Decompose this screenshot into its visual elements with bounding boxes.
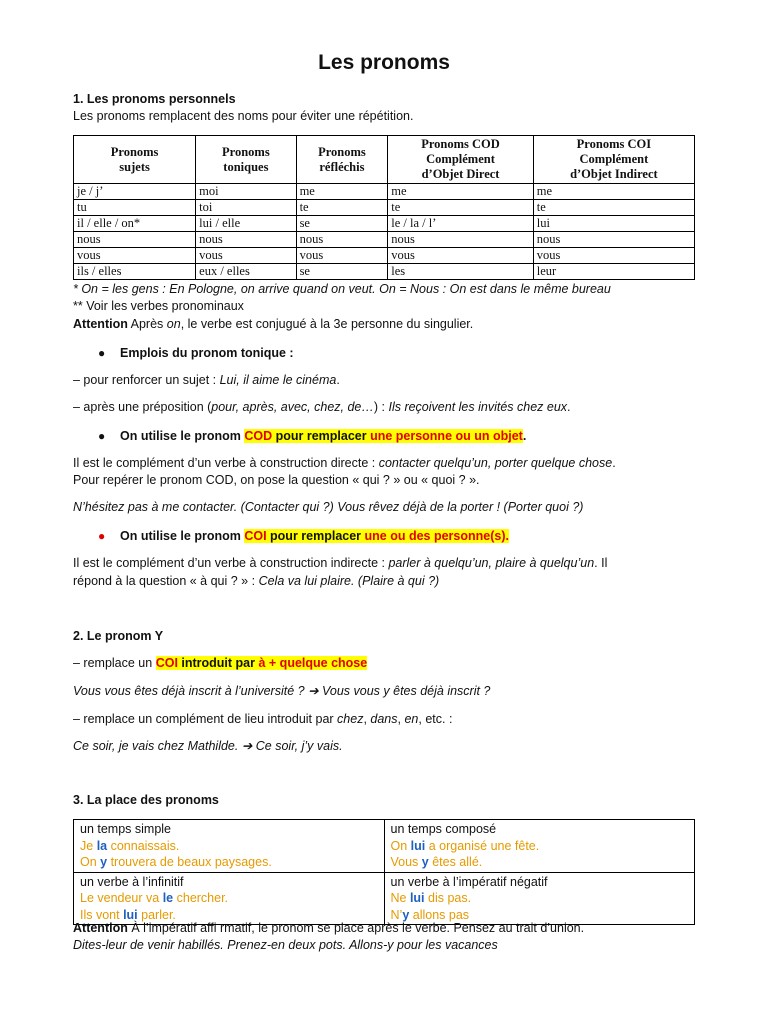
y-example-2: Ce soir, je vais chez Mathilde. ➔ Ce soir, j’y vais. [73,739,343,753]
section-1-heading: 1. Les pronoms personnels [73,92,236,106]
table-cell: moi [196,184,296,200]
section-3-heading: 3. La place des pronoms [73,793,219,807]
table-cell: les [388,264,534,280]
table-row [74,872,695,925]
table-cell: leur [533,264,694,280]
table-row [74,216,695,232]
table-row [74,820,695,873]
table-cell: se [296,264,388,280]
table-cell: lui [533,216,694,232]
table-cell: lui / elle [196,216,296,232]
bullet-icon: ● [98,429,106,443]
table-cell: nous [296,232,388,248]
y-example-1: Vous vous êtes déjà inscrit à l’université ? ➔ Vous vous y êtes déjà inscrit ? [73,684,491,698]
table-cell: tu [74,200,196,216]
header-toniques: Pronoms toniques [196,136,296,184]
bullet-icon: ● [98,346,106,360]
table-cell: vous [296,248,388,264]
footnote-pronominaux: ** Voir les verbes pronominaux [73,299,244,313]
table-cell: me [296,184,388,200]
table-cell: toi [196,200,296,216]
table-cell: je / j’ [74,184,196,200]
table-cell: il / elle / on* [74,216,196,232]
table-cell: te [296,200,388,216]
table-cell: eux / elles [196,264,296,280]
table-cell: vous [388,248,534,264]
table-cell: nous [196,232,296,248]
table-cell: te [388,200,534,216]
cod-explanation-1: Il est le complément d’un verbe à construction directe : contacter quelqu’un, porter quelque chose. [73,456,616,470]
placement-cell-imperatif-negatif: un verbe à l’impératif négatif Ne lui dis pas. N’y allons pas [384,872,695,925]
table-cell: ils / elles [74,264,196,280]
table-cell: se [296,216,388,232]
table-row [74,184,695,200]
table-row [74,248,695,264]
footnote-on: * On = les gens : En Pologne, on arrive quand on veut. On = Nous : On est dans le même bureau [73,282,611,296]
table-cell: vous [196,248,296,264]
bullet-cod: On utilise le pronom COD pour remplacer une personne ou un objet. [120,429,527,443]
section-1-intro: Les pronoms remplacent des noms pour éviter une répétition. [73,109,414,123]
pronoun-placement-table [73,819,695,925]
table-row [74,264,695,280]
table-cell: le / la / l’ [388,216,534,232]
table-cell: nous [388,232,534,248]
table-cell: nous [74,232,196,248]
table-header-row [74,136,695,184]
placement-cell-infinitif: un verbe à l’infinitif Le vendeur va le chercher. Ils vont lui parler. [74,872,385,925]
personal-pronouns-table [73,135,695,280]
header-reflechis: Pronoms réfléchis [296,136,388,184]
header-coi: Pronoms COI Complément d’Objet Indirect [533,136,694,184]
table-cell: vous [74,248,196,264]
table-row [74,200,695,216]
tonique-use-2: – après une préposition (pour, après, avec, chez, de…) : Ils reçoivent les invités chez eux. [73,400,571,414]
bullet-icon: ● [98,529,106,543]
table-cell: me [533,184,694,200]
table-cell: vous [533,248,694,264]
cod-examples: N’hésitez pas à me contacter. (Contacter qui ?) Vous rêvez déjà de la porter ! (Porter quoi ?) [73,500,584,514]
placement-cell-temps-compose: un temps composé On lui a organisé une fête. Vous y êtes allé. [384,820,695,873]
header-cod: Pronoms COD Complément d’Objet Direct [388,136,534,184]
table-cell: te [533,200,694,216]
cod-explanation-2: Pour repérer le pronom COD, on pose la question « qui ? » ou « quoi ? ». [73,473,480,487]
header-sujets: Pronoms sujets [74,136,196,184]
section-2-heading: 2. Le pronom Y [73,629,164,643]
bullet-tonique: Emplois du pronom tonique : [120,346,294,360]
y-use-2: – remplace un complément de lieu introduit par chez, dans, en, etc. : [73,712,453,726]
imperatif-examples: Dites-leur de venir habillés. Prenez-en deux pots. Allons-y pour les vacances [73,938,498,952]
table-row [74,232,695,248]
bullet-coi: On utilise le pronom COI pour remplacer une ou des personne(s). [120,529,509,543]
attention-imperatif: Attention À l’impératif affi rmatif, le pronom se place après le verbe. Pensez au trait d’union. [73,921,585,935]
table-cell: nous [533,232,694,248]
y-use-1: – remplace un COI introduit par à + quelque chose [73,656,368,670]
coi-explanation-2: répond à la question « à qui ? » : Cela va lui plaire. (Plaire à qui ?) [73,574,440,588]
page-title: Les pronoms [318,51,450,74]
tonique-use-1: – pour renforcer un sujet : Lui, il aime le cinéma. [73,373,340,387]
coi-explanation-1: Il est le complément d’un verbe à construction indirecte : parler à quelqu’un, plaire à quelqu’un. Il [73,556,608,570]
placement-cell-temps-simple: un temps simple Je la connaissais. On y trouvera de beaux paysages. [74,820,385,873]
table-cell: me [388,184,534,200]
attention-on: Attention Après on, le verbe est conjugué à la 3e personne du singulier. [73,317,474,331]
